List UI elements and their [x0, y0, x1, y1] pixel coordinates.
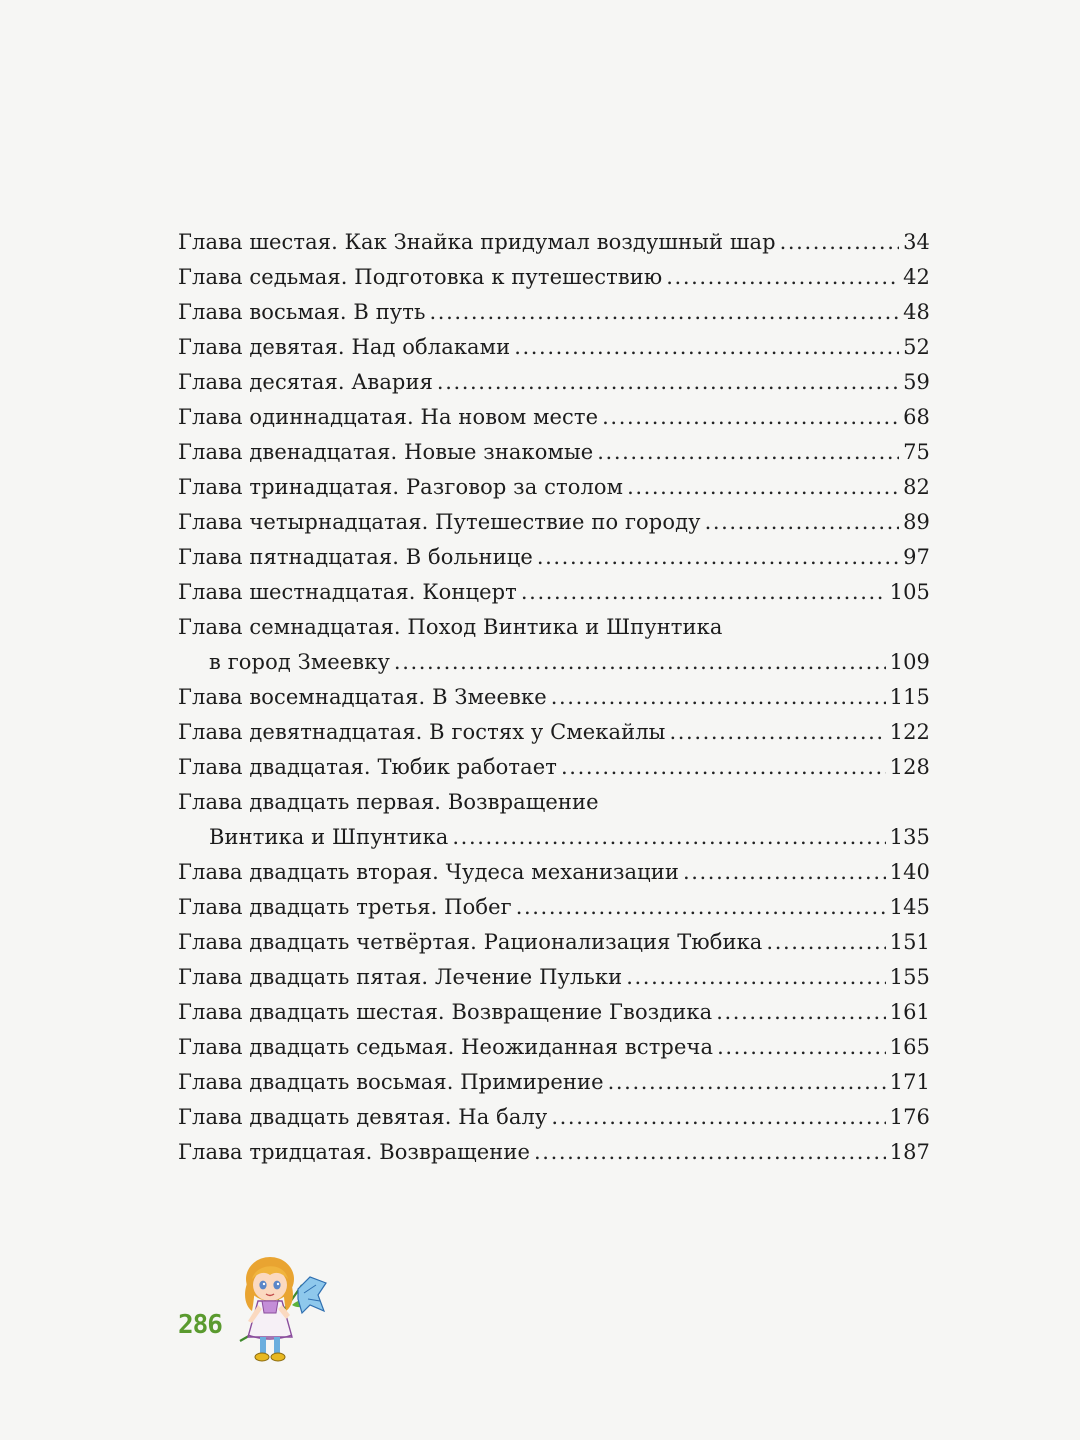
toc-entry-page: 48 [903, 300, 930, 324]
toc-leader-dots [626, 960, 885, 995]
toc-leader-dots [716, 995, 885, 1030]
toc-entry-title: Глава двадцать девятая. На балу [178, 1105, 548, 1129]
toc-entry[interactable] [178, 960, 930, 995]
toc-entry-page: 89 [903, 510, 930, 534]
toc-entry-page: 151 [889, 930, 930, 954]
toc-entry-continuation[interactable] [178, 645, 930, 680]
toc-entry-continuation[interactable] [178, 820, 930, 855]
toc-entry[interactable] [178, 400, 930, 435]
shoe [271, 1353, 285, 1361]
toc-entry-title: Глава двадцать шестая. Возвращение Гвоздика [178, 1000, 713, 1024]
toc-entry-title: Глава шестая. Как Знайка придумал воздушный шар [178, 230, 776, 254]
toc-entry-title: Глава двенадцатая. Новые знакомые [178, 440, 594, 464]
toc-entry-page: 187 [889, 1140, 930, 1164]
toc-entry[interactable] [178, 1100, 930, 1135]
toc-entry[interactable] [178, 330, 930, 365]
toc-entry[interactable] [178, 505, 930, 540]
toc-leader-dots [627, 470, 899, 505]
toc-entry-title: Глава девятнадцатая. В гостях у Смекайлы [178, 720, 666, 744]
toc-leader-dots [683, 855, 886, 890]
toc-entry-title-continuation: Винтика и Шпунтика [209, 825, 449, 849]
toc-entry-page: 161 [889, 1000, 930, 1024]
toc-entry-title: Глава девятая. Над облаками [178, 335, 511, 359]
toc-entry-page: 140 [889, 860, 930, 884]
toc-leader-dots [514, 330, 899, 365]
toc-entry[interactable] [178, 890, 930, 925]
toc-entry-page: 145 [889, 895, 930, 919]
toc-entry-page: 109 [889, 650, 930, 674]
toc-entry-title: Глава десятая. Авария [178, 370, 433, 394]
toc-entry[interactable] [178, 750, 930, 785]
bell-flower-icon [298, 1277, 326, 1313]
toc-entry-page: 42 [903, 265, 930, 289]
toc-entry[interactable] [178, 715, 930, 750]
toc-entry-title: Глава двадцать пятая. Лечение Пульки [178, 965, 623, 989]
toc-leader-dots [551, 1100, 885, 1135]
toc-leader-dots [430, 295, 900, 330]
toc-entry[interactable] [178, 295, 930, 330]
toc-leader-dots [437, 365, 899, 400]
toc-entry[interactable] [178, 540, 930, 575]
toc-entry-page: 135 [889, 825, 930, 849]
toc-leader-dots [452, 820, 885, 855]
page-number: 286 [178, 1310, 222, 1340]
toc-entry-title: Глава шестнадцатая. Концерт [178, 580, 517, 604]
toc-entry-title: Глава двадцать четвёртая. Рационализация Тюбика [178, 930, 763, 954]
toc-entry-title: Глава тринадцатая. Разговор за столом [178, 475, 624, 499]
toc-leader-dots [597, 435, 899, 470]
toc-leader-dots [705, 505, 900, 540]
toc-leader-dots [780, 225, 899, 260]
toc-entry-title: Глава восемнадцатая. В Змеевке [178, 685, 547, 709]
toc-entry-page: 75 [903, 440, 930, 464]
toc-entry-title: Глава пятнадцатая. В больнице [178, 545, 533, 569]
toc-leader-dots [766, 925, 885, 960]
toc-entry-page: 128 [889, 755, 930, 779]
toc-entry[interactable] [178, 610, 930, 645]
toc-entry-page: 171 [889, 1070, 930, 1094]
toc-leader-dots [561, 750, 886, 785]
toc-entry[interactable] [178, 470, 930, 505]
toc-entry[interactable] [178, 995, 930, 1030]
toc-entry[interactable] [178, 1065, 930, 1100]
toc-entry-page: 122 [889, 720, 930, 744]
toc-entry[interactable] [178, 225, 930, 260]
toc-entry-page: 52 [903, 335, 930, 359]
toc-entry[interactable] [178, 855, 930, 890]
toc-entry[interactable] [178, 365, 930, 400]
toc-entry-title: Глава четырнадцатая. Путешествие по городу [178, 510, 701, 534]
toc-entry-page: 82 [903, 475, 930, 499]
toc-entry-page: 59 [903, 370, 930, 394]
toc-entry[interactable] [178, 575, 930, 610]
toc-entry-title-continuation: в город Змеевку [209, 650, 390, 674]
shoe [255, 1353, 269, 1361]
toc-entry-title: Глава двадцать третья. Побег [178, 895, 512, 919]
toc-entry-title: Глава двадцать седьмая. Неожиданная встреча [178, 1035, 714, 1059]
toc-leader-dots [534, 1135, 886, 1170]
toc-leader-dots [537, 540, 899, 575]
toc-entry-page: 105 [889, 580, 930, 604]
toc-entry-title: Глава восьмая. В путь [178, 300, 426, 324]
toc-leader-dots [516, 890, 886, 925]
toc-entry-title: Глава седьмая. Подготовка к путешествию [178, 265, 663, 289]
table-of-contents [178, 225, 930, 1170]
toc-entry[interactable] [178, 925, 930, 960]
girl-with-flower-illustration [232, 1255, 328, 1367]
toc-leader-dots [608, 1065, 886, 1100]
toc-leader-dots [521, 575, 886, 610]
toc-entry-title: Глава двадцать вторая. Чудеса механизации [178, 860, 679, 884]
toc-entry-page: 176 [889, 1105, 930, 1129]
toc-entry-page: 97 [903, 545, 930, 569]
toc-entry[interactable] [178, 435, 930, 470]
toc-entry[interactable] [178, 1135, 930, 1170]
toc-entry-page: 34 [903, 230, 930, 254]
toc-leader-dots [394, 645, 886, 680]
toc-entry[interactable] [178, 680, 930, 715]
toc-entry-page: 165 [889, 1035, 930, 1059]
toc-entry[interactable] [178, 260, 930, 295]
toc-leader-dots [602, 400, 899, 435]
toc-entry-title: Глава двадцать восьмая. Примирение [178, 1070, 604, 1094]
toc-entry-page: 68 [903, 405, 930, 429]
toc-entry-page: 155 [889, 965, 930, 989]
toc-leader-dots [670, 715, 886, 750]
toc-entry-page: 115 [889, 685, 930, 709]
toc-leader-dots [551, 680, 886, 715]
toc-entry-title: Глава тридцатая. Возвращение [178, 1140, 531, 1164]
toc-entry-title: Глава двадцатая. Тюбик работает [178, 755, 558, 779]
toc-leader-dots [717, 1030, 886, 1065]
toc-entry-title: Глава одиннадцатая. На новом месте [178, 405, 599, 429]
toc-entry[interactable] [178, 785, 930, 820]
toc-entry-title: Глава семнадцатая. Поход Винтика и Шпунтика [178, 615, 723, 639]
toc-entry[interactable] [178, 1030, 930, 1065]
toc-leader-dots [666, 260, 899, 295]
toc-entry-title: Глава двадцать первая. Возвращение [178, 790, 599, 814]
